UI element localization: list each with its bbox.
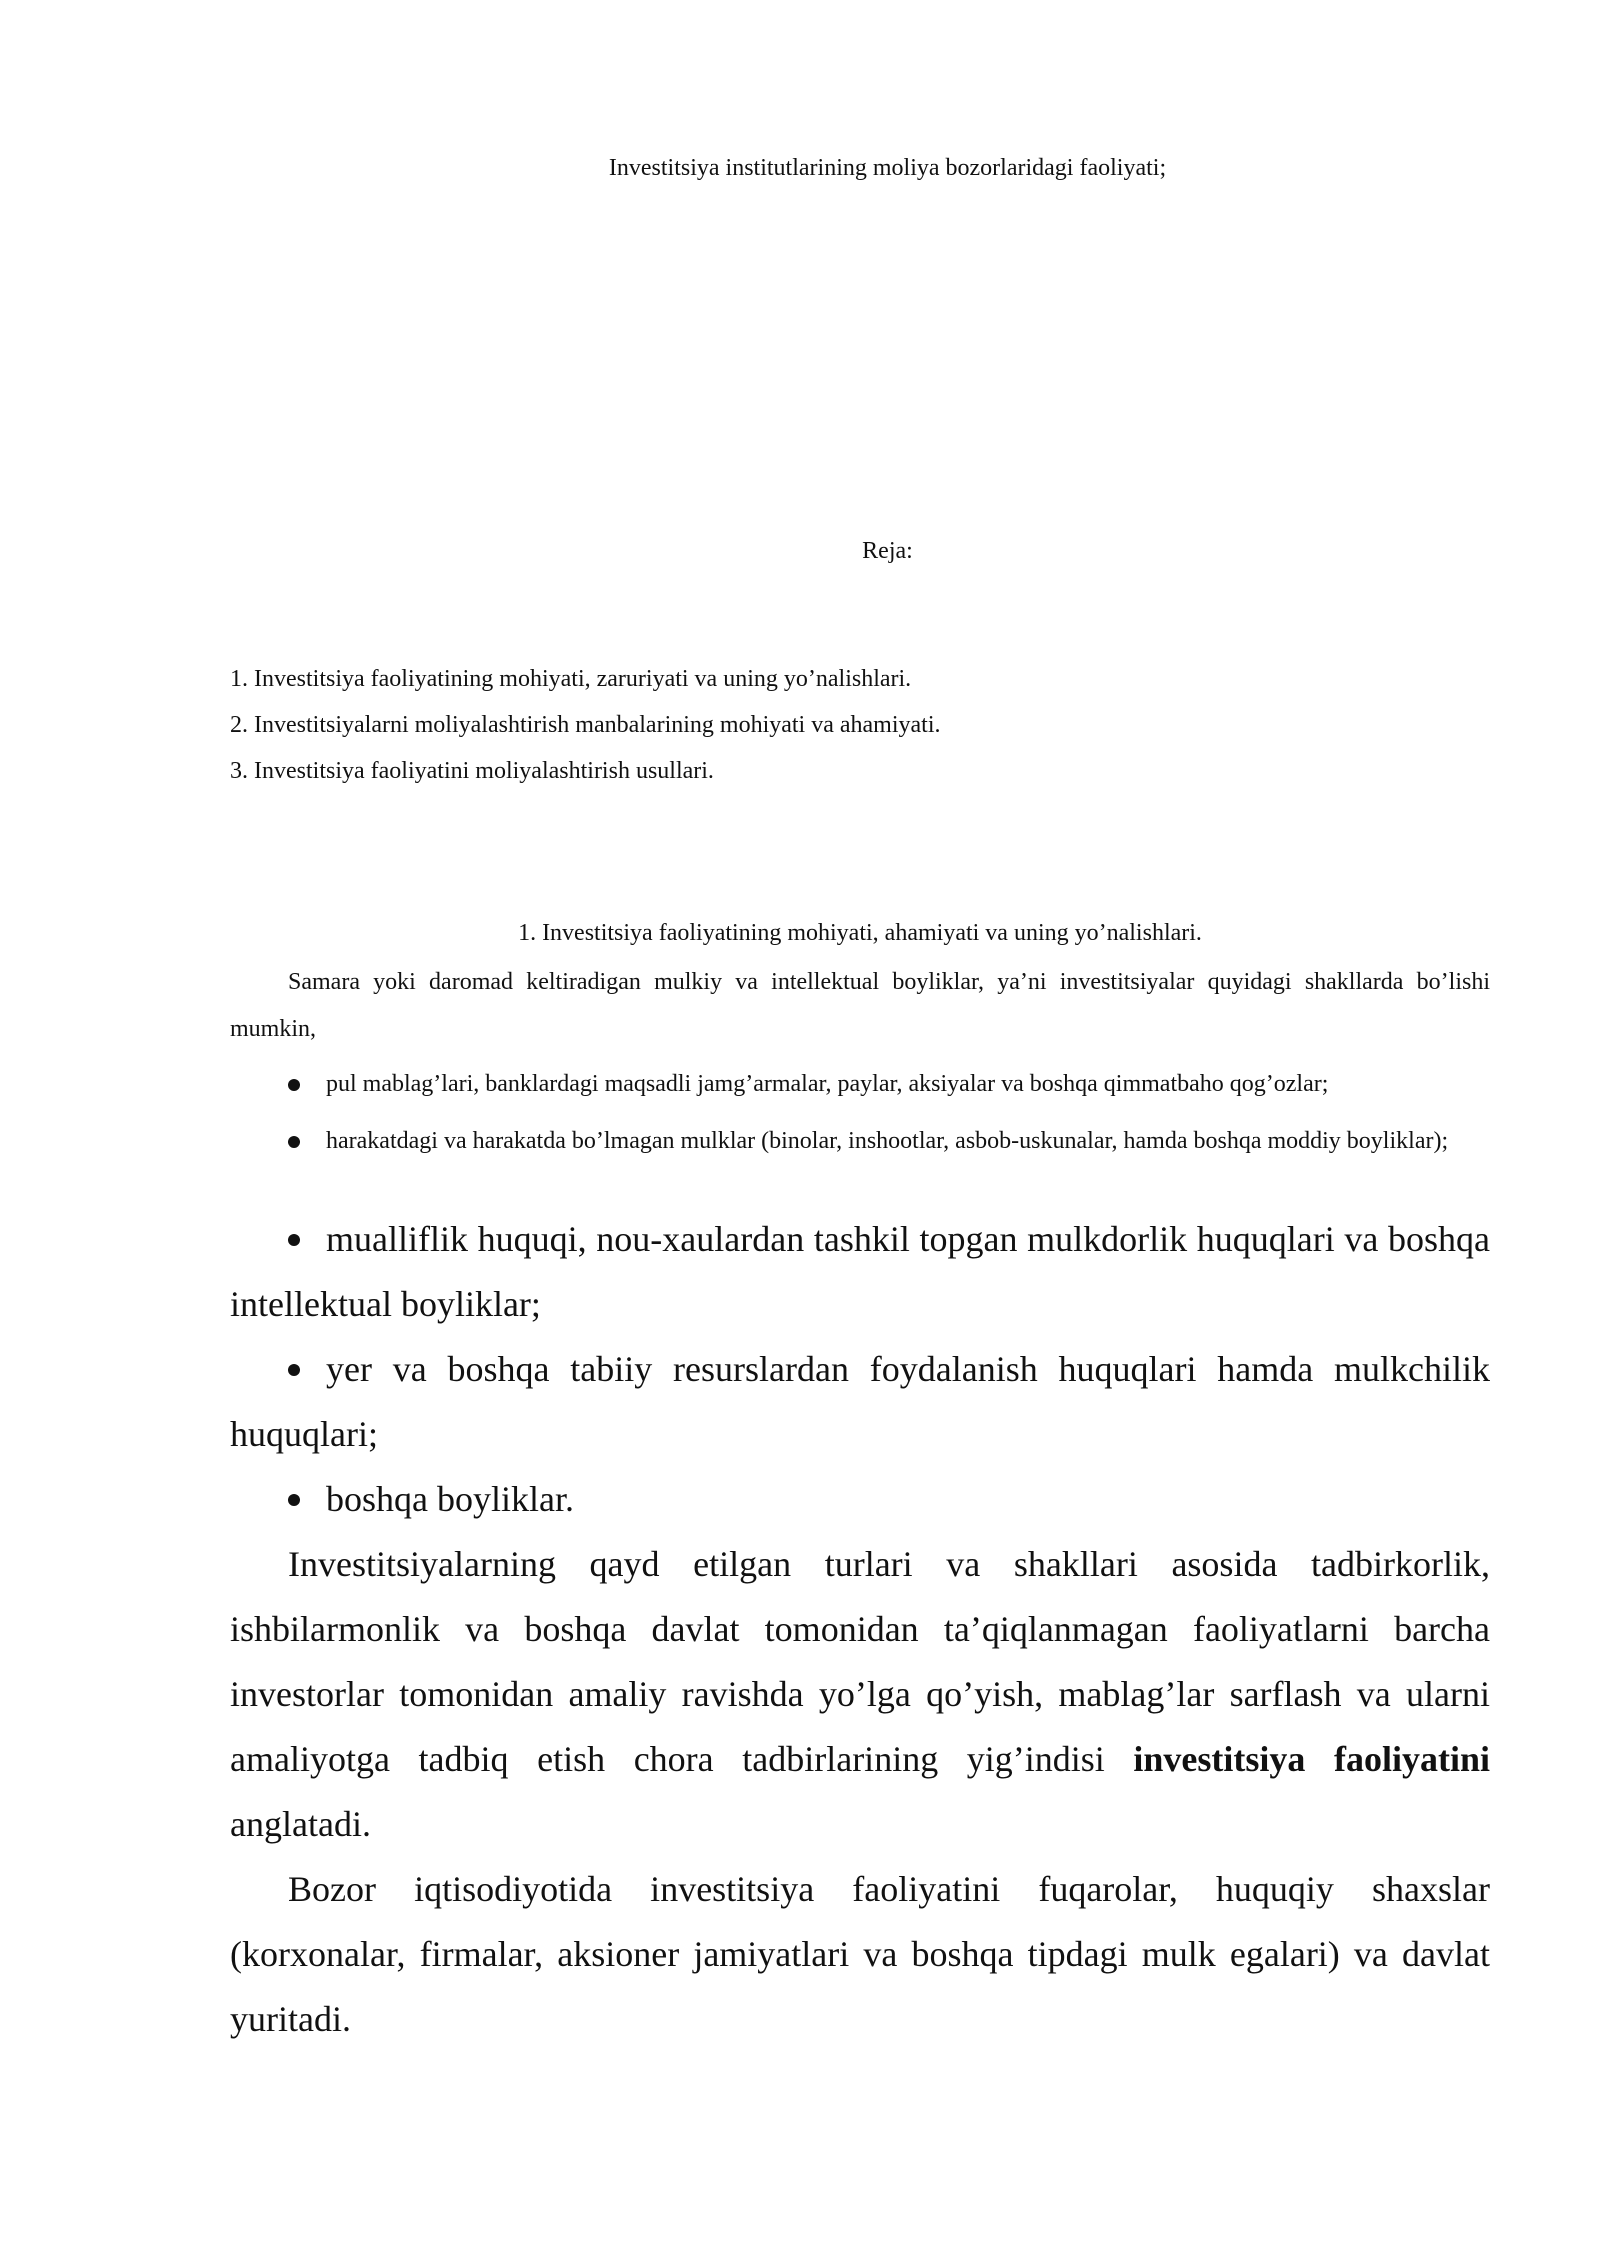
list-item-text: pul mablag’lari, banklardagi maqsadli jamg’armalar, paylar, aksiyalar va boshqa qimmatbaho qog’ozlar; [326,1071,1329,1097]
plan-item: 1. Investitsiya faoliyatining mohiyati, zaruriyati va uning yo’nalishlari. [230,666,912,692]
bullet-icon [288,1494,300,1506]
definition-text: Investitsiyalarning qayd etilgan turlari va shakllari asosida tadbirkorlik, ishbilarmonlik va boshqa davlat tomonidan ta’qiqlanmagan faoliyatlarni barcha investorlar tomonidan amaliy ravishda yo’lga qo’yish, mablag’lar sarflash va ularni amaliyotga tadbiq etish chora tadbirlarining yig’indisi [230,1544,1490,1779]
definition-term: investitsiya faoliyatini [1133,1739,1490,1779]
plan-item: 3. Investitsiya faoliyatini moliyalashtirish usullari. [230,758,714,784]
document-title: Investitsiya institutlarining moliya bozorlaridagi faoliyati; [608,155,1167,181]
bullet-list-small [230,1061,1490,1165]
market-paragraph: Bozor iqtisodiyotida investitsiya faoliyatini fuqarolar, huquqiy shaxslar (korxonalar, firmalar, aksioner jamiyatlari va boshqa tipdagi mulk egalari) va davlat yuritadi. [230,1869,1490,2039]
section-heading: 1. Investitsiya faoliyatining mohiyati, ahamiyati va uning yo’nalishlari. [518,920,1202,946]
plan-list [230,656,1490,794]
section-body-small [230,959,1490,1165]
list-item-text: yer va boshqa tabiiy resurslardan foydalanish huquqlari hamda mulkchilik huquqlari; [230,1349,1490,1454]
list-item-text: mualliflik huquqi, nou-xaulardan tashkil topgan mulkdorlik huquqlari va boshqa intellektual boyliklar; [230,1219,1490,1324]
bullet-icon [288,1079,300,1091]
bullet-icon [288,1136,300,1148]
list-item-text: boshqa boyliklar. [326,1479,574,1519]
plan-heading: Reja: [862,538,913,564]
definition-paragraph [230,1532,1490,1857]
list-item [230,1467,1490,1532]
intro-paragraph: Samara yoki daromad keltiradigan mulkiy va intellektual boyliklar, ya’ni investitsiyalar quyidagi shakllarda bo’lishi mumkin, [230,969,1490,1042]
list-item [230,1118,1490,1165]
bullet-icon [288,1234,300,1246]
bullet-icon [288,1364,300,1376]
list-item-text: harakatdagi va harakatda bo’lmagan mulklar (binolar, inshootlar, asbob-uskunalar, hamda boshqa moddiy boyliklar); [326,1128,1449,1154]
section-body-large [230,1207,1490,2052]
plan-item: 2. Investitsiyalarni moliyalashtirish manbalarining mohiyati va ahamiyati. [230,712,941,738]
list-item [230,1207,1490,1337]
list-item [230,1337,1490,1467]
list-item [230,1061,1490,1108]
definition-text-end: anglatadi. [230,1804,371,1844]
